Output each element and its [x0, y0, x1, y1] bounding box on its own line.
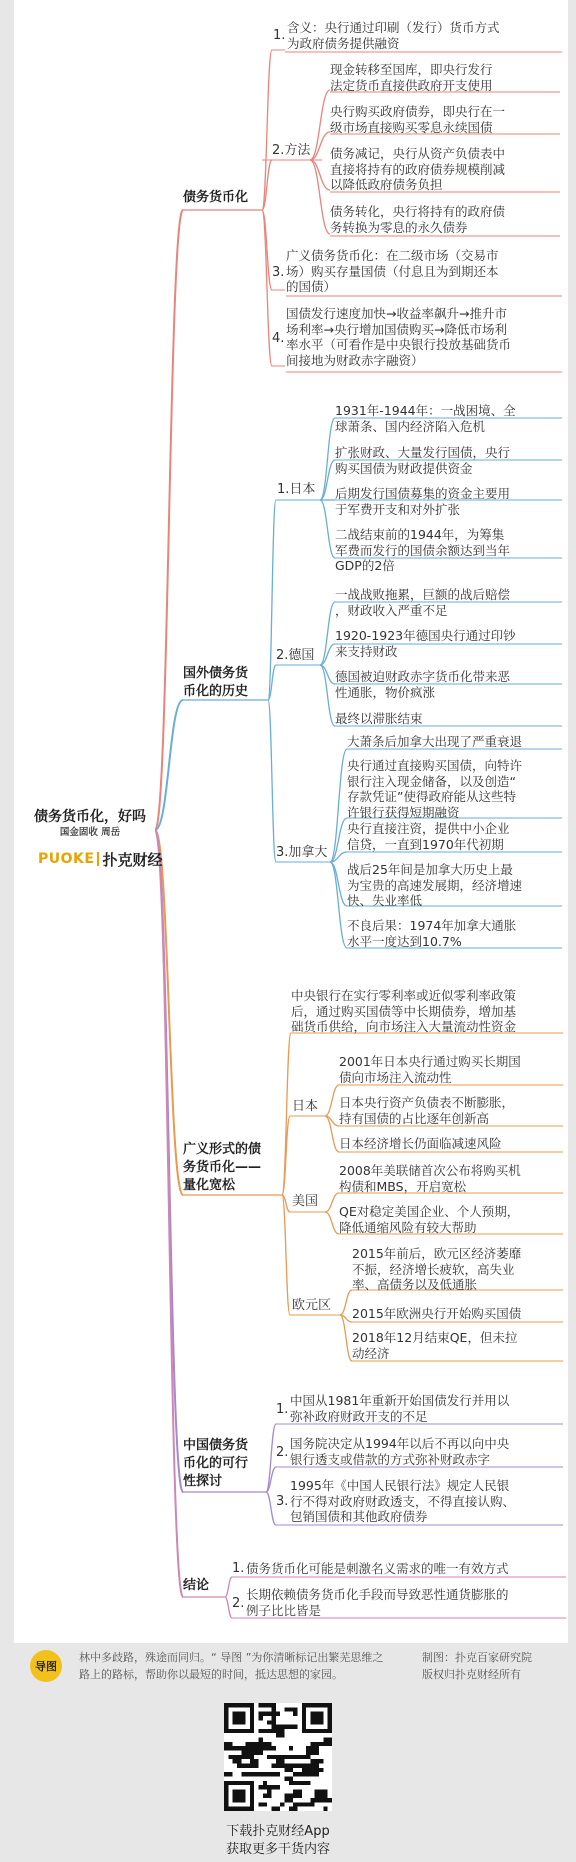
history-canada-item-1: 大萧条后加拿大出现了严重衰退: [347, 734, 523, 749]
connector-curve: [310, 160, 330, 234]
china-item-3-number: 3.: [276, 1494, 289, 1509]
connector-curve: [320, 500, 335, 558]
connector-curve: [155, 830, 183, 1597]
connector-curve: [225, 1597, 232, 1618]
debt-method-item-1: 现金转移至国库，即央行发行 法定货币直接供政府开支使用: [330, 62, 493, 93]
branch-debt-monetization-title: 债务货币化: [183, 190, 249, 205]
qe-japan-item-3: 日本经济增长仍面临减速风险: [339, 1136, 502, 1151]
china-item-3-text: 1995年《中国人民银行法》规定人民银 行不得对政府财政透支，不得直接认购、 包销国债和其他政府债券: [290, 1478, 516, 1524]
history-japan-item-4: 二战结束前的1944年，为筹集 军费而发行的国债余额达到当年 GDP的2倍: [335, 527, 511, 573]
qe-us-item-1: 2008年美联储首次公布将购买机 构债和MBS，开启宽松: [339, 1163, 521, 1194]
connector-curve: [225, 1577, 232, 1597]
qr-code-icon: [224, 1703, 332, 1811]
footer-credit-line-2: 版权归扑克财经所有: [422, 1668, 521, 1681]
root-title: 债务货币化，好吗: [34, 809, 146, 825]
history-japan-item-1: 1931年-1944年：一战困境、全 球萧条、国内经济陷入危机: [335, 403, 516, 434]
connector-curve: [282, 1033, 291, 1195]
connector-curve: [325, 1212, 339, 1234]
debt-mechanism-text: 国债发行速度加快→收益率飙升→推升市 场利率→央行增加国债购买→降低市场利 率水平（可看作是中央银行投放基础货币 间接地为财政赤字融资）: [286, 306, 512, 368]
qe-intro-text: 中央银行在实行零利率或近似零利率政策 后，通过购买国债等中长期债券，增加基 础货币供给，向市场注入大量流动性资金: [291, 988, 517, 1034]
history-canada-label: 3.加拿大: [276, 845, 328, 860]
qe-japan-item-2: 日本央行资产负债表不断膨胀， 持有国债的占比逐年创新高: [339, 1095, 515, 1126]
history-canada-item-4: 战后25年间是加拿大历史上最 为宝贵的高速发展期，经济增速 快、失业率低: [347, 862, 523, 908]
pucker-logo: [38, 849, 162, 869]
qe-euro-label: 欧元区: [292, 1298, 332, 1313]
branch-conclusion-title: 结论: [183, 1578, 210, 1593]
qe-japan-label: 日本: [292, 1099, 319, 1114]
china-item-2-number: 2.: [276, 1445, 289, 1460]
qe-euro-item-3: 2018年12月结束QE，但未拉 动经济: [352, 1330, 518, 1361]
qe-us-item-2: QE对稳定美国企业、个人预期， 降低通缩风险有较大帮助: [339, 1204, 520, 1235]
china-item-2-text: 国务院决定从1994年以后不再以向中央 银行透支或借款的方式弥补财政赤字: [290, 1436, 510, 1467]
connector-curve: [155, 210, 183, 830]
debt-meaning-text: 含义：央行通过印刷（发行）货币方式 为政府债务提供融资: [287, 20, 500, 51]
branch-china-title: 中国债务货 币化的可行 性探讨: [183, 1438, 249, 1489]
connector-curve: [268, 700, 276, 862]
debt-broad-text: 广义债务货币化：在二级市场（交易市 场）购买存量国债（付息且为到期还本 的国债）: [286, 248, 499, 294]
branch-history-title: 国外债务货 币化的历史: [183, 666, 249, 699]
qr-caption-2: 获取更多干货内容: [225, 1842, 330, 1857]
debt-method-label: 2.方法: [272, 143, 311, 158]
debt-method-item-2: 央行购买政府债券，即央行在一 级市场直接购买零息永续国债: [330, 104, 506, 135]
conclusion-item-1-text: 债务货币化可能是刺激名义需求的唯一有效方式: [246, 1561, 509, 1576]
connector-curve: [266, 1492, 276, 1525]
footer-credit: [422, 1649, 562, 1683]
conclusion-item-2-number: 2.: [232, 1596, 245, 1611]
qe-euro-item-1: 2015年前后，欧元区经济萎靡 不振，经济增长疲软，高失业 率、高债务以及低通胀: [352, 1246, 522, 1292]
history-germany-item-2: 1920-1923年德国央行通过印钞 来支持财政: [335, 628, 516, 659]
footer-credit-line-1: 制图：扑克百家研究院: [422, 1651, 532, 1664]
root-subtitle: 国金固收 周岳: [59, 827, 121, 838]
logo-text: 扑克财经: [102, 850, 163, 869]
connector-curve: [330, 749, 347, 862]
china-item-1-number: 1.: [276, 1402, 289, 1417]
qe-japan-item-1: 2001年日本央行通过购买长期国 债向市场注入流动性: [339, 1054, 521, 1085]
branch-qe-title: 广义形式的债 务货币化—— 量化宽松: [183, 1142, 262, 1193]
connector-curve: [310, 90, 330, 160]
history-germany-label: 2.德国: [276, 648, 315, 663]
connector-curve: [340, 1290, 352, 1315]
connector-curve: [325, 1085, 339, 1116]
debt-method-item-3: 债务减记，央行从资产负债表中 直接将持有的政府债券规模削减 以降低政府债务负担: [330, 146, 506, 192]
debt-method-item-4: 债务转化，央行将持有的政府债 务转换为零息的永久债券: [330, 204, 506, 235]
debt-mechanism-number: 4.: [272, 331, 285, 346]
history-japan-item-2: 扩张财政、大量发行国债，央行 购买国债为财政提供资金: [335, 445, 511, 476]
qe-us-label: 美国: [292, 1194, 319, 1209]
debt-broad-number: 3.: [272, 265, 285, 280]
logo-mark: PUOKE: [38, 851, 95, 867]
qr-caption-1: 下载扑克财经App: [226, 1824, 330, 1839]
qe-euro-item-2: 2015年欧洲央行开始购买国债: [352, 1306, 522, 1321]
history-germany-item-1: 一战战败拖累，巨额的战后赔偿 ，财政收入严重不足: [335, 587, 511, 618]
connector-curve: [310, 160, 330, 190]
china-item-1-text: 中国从1981年重新开始国债发行并用以 弥补政府财政开支的不足: [290, 1393, 510, 1424]
history-germany-item-3: 德国被迫财政赤字货币化带来恶 性通胀，物价疯涨: [335, 669, 511, 700]
connector-curve: [310, 132, 330, 160]
history-canada-item-3: 央行直接注资，提供中小企业 信贷，一直到1970年代初期: [347, 821, 510, 852]
history-japan-label: 1.日本: [277, 482, 316, 497]
connector-curve: [320, 460, 335, 500]
history-canada-item-5: 不良后果：1974年加拿大通胀 水平一度达到10.7%: [347, 918, 517, 949]
history-japan-item-3: 后期发行国债募集的资金主要用 于军费开支和对外扩张: [335, 486, 511, 517]
history-canada-item-2: 央行通过直接购买国债，向特许 银行注入现金储备，以及创造“ 存款凭证”使得政府能从这些特 许银行获得短期融资: [347, 758, 523, 820]
guide-badge: 导图: [30, 1650, 62, 1682]
debt-meaning-number: 1.: [273, 28, 286, 43]
logo-divider: [97, 852, 99, 866]
footer-description: 林中多歧路，殊途而同归。“ 导图 ”为你清晰标记出繁芜思维之路上的路标，帮助你以最短的时间，抵达思想的家园。: [79, 1651, 384, 1681]
conclusion-item-1-number: 1.: [232, 1561, 245, 1576]
connector-curve: [320, 418, 335, 500]
connector-curve: [325, 1193, 339, 1212]
connector-curve: [282, 1195, 290, 1315]
history-germany-item-4: 最终以滞胀结束: [335, 711, 423, 726]
conclusion-item-2-text: 长期依赖债务货币化手段而导致恶性通货膨胀的 例子比比皆是: [246, 1587, 509, 1618]
